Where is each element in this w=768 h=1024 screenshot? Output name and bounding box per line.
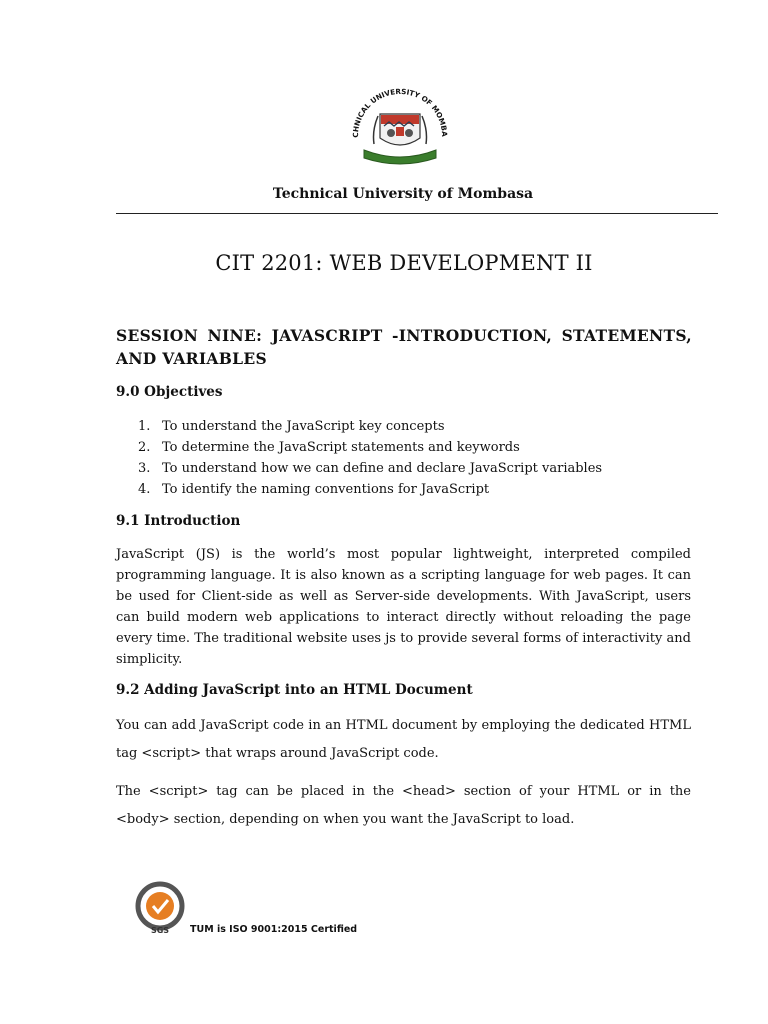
- list-item-text: To understand the JavaScript key concepts: [162, 419, 445, 434]
- list-item: [116, 458, 676, 479]
- university-name: Technical University of Mombasa: [272, 186, 534, 202]
- list-item-text: To understand how we can define and declare JavaScript variables: [162, 461, 603, 476]
- objectives-heading: 9.0 Objectives: [116, 384, 223, 400]
- list-item-number: 1.: [138, 419, 151, 434]
- list-item-text: To identify the naming conventions for JavaScript: [162, 482, 490, 497]
- list-item-number: 4.: [138, 482, 151, 497]
- list-item-text: To determine the JavaScript statements and keywords: [162, 440, 520, 455]
- list-item: [116, 479, 676, 500]
- course-title: CIT 2201: WEB DEVELOPMENT II: [215, 251, 593, 275]
- adding-javascript-paragraph-1: You can add JavaScript code in an HTML document by employing the dedicated HTML tag <script> that wraps around JavaScript code.: [116, 718, 691, 761]
- introduction-heading: 9.1 Introduction: [116, 513, 241, 529]
- list-item: [116, 416, 676, 437]
- list-item: [116, 437, 676, 458]
- adding-javascript-paragraph-2: The <script> tag can be placed in the <head> section of your HTML or in the <body> section, depending on when you want the JavaScript to load.: [116, 784, 691, 827]
- introduction-paragraph: JavaScript (JS) is the world’s most popular lightweight, interpreted compiled programming language. It is also known as a scripting language for web pages. It can be used for Client-side as well as Server-side developments. With JavaScript, users can build modern web applications to interact directly without reloading the page every time. The traditional website uses js to provide several forms of interactivity and simplicity.: [116, 547, 691, 667]
- certification-text: TUM is ISO 9001:2015 Certified: [190, 924, 358, 935]
- crest-lettering: CHNICAL UNIVERSITY OF MOMBA: [350, 86, 450, 138]
- list-item-number: 2.: [138, 440, 151, 455]
- sgs-label: SGS: [150, 926, 170, 935]
- session-title: SESSION NINE: JAVASCRIPT -INTRODUCTION, STATEMENTS, AND VARIABLES: [116, 326, 692, 368]
- adding-javascript-heading: 9.2 Adding JavaScript into an HTML Document: [116, 682, 473, 698]
- header-divider: [116, 213, 718, 214]
- university-crest-logo: [344, 86, 456, 172]
- objectives-list: [116, 416, 676, 500]
- sgs-iso-certification-icon: [134, 878, 190, 936]
- list-item-number: 3.: [138, 461, 151, 476]
